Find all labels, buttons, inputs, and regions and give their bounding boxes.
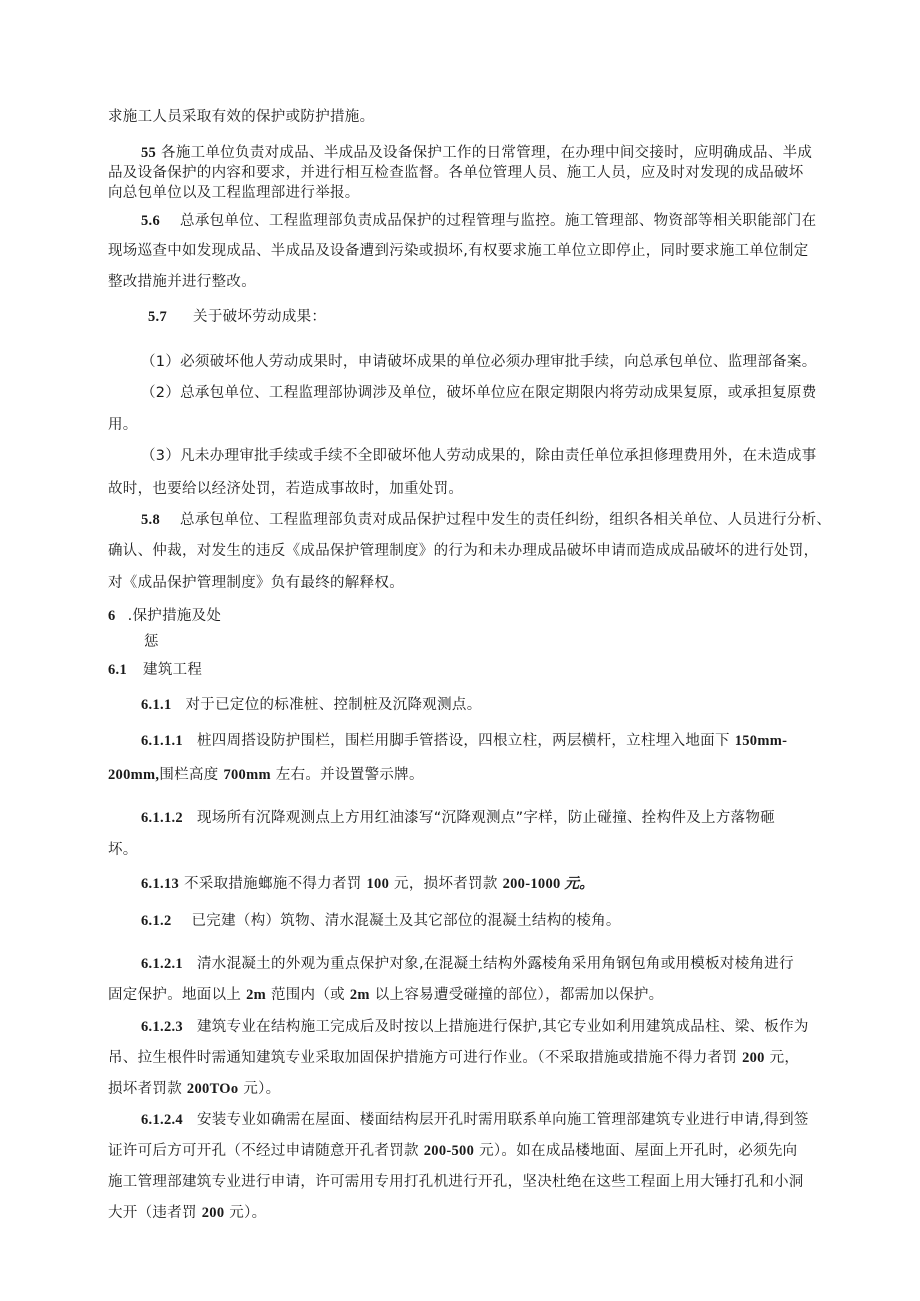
text: 整改措施并进行整改。 (108, 274, 256, 290)
text: 求施工人员采取有效的保护或防护措施。 (108, 109, 375, 125)
text: 元。 (560, 876, 595, 892)
text: 安装专业如确需在屋面、楼面结构层开孔时需用联系单向施工管理部建筑专业进行申请,得到签 (196, 1112, 809, 1128)
text: 确认、仲裁，对发生的违反《成品保护管理制度》的行为和未办理成品破坏申请而造成成品破坏的进行处罚， (108, 543, 819, 559)
list-item-1 (141, 352, 817, 372)
paragraph-5-6 (141, 211, 816, 231)
text: 坏。 (108, 842, 138, 858)
amount: 200 (742, 1050, 765, 1066)
measurement: 2m (349, 987, 370, 1003)
measurement: 200mm, (108, 767, 160, 783)
measurement: 150mm- (734, 733, 788, 749)
text: 总承包单位、工程监理部负责成品保护的过程管理与监控。施工管理部、物资部等相关职能部门在 (180, 213, 817, 229)
paragraph-6-1-2-3 (141, 1017, 809, 1037)
text: 总承包单位、工程监理部负责对成品保护过程中发生的责任纠纷，组织各相关单位、人员进行分析、 (180, 512, 832, 528)
text-line (108, 1203, 266, 1223)
text: 大开（违者罚 (108, 1205, 202, 1221)
text: 范围内（或 (266, 987, 350, 1003)
text: 左右。并设置警示牌。 (270, 767, 424, 783)
amount: 200TOo (186, 1081, 239, 1097)
section-number: 6 (108, 608, 116, 624)
heading-text: 建筑工程 (143, 662, 203, 678)
text-line (108, 1172, 804, 1192)
text: 损坏者罚款 (108, 1081, 187, 1097)
heading-text: .保护措施及处 (127, 608, 222, 624)
paragraph-6-1-1-1 (141, 731, 787, 751)
paragraph-5-5 (141, 143, 812, 163)
text: 建筑专业在结构施工完成后及时按以上措施进行保护,其它专业如利用建筑成品柱、梁、板作为 (196, 1019, 809, 1035)
text-line (108, 415, 138, 435)
section-number: 6.1.1.2 (141, 810, 183, 826)
section-number: 5.6 (141, 213, 161, 229)
paragraph-6-1-1-2 (141, 808, 775, 828)
paragraph-5-8 (141, 510, 831, 530)
section-number: 6.1.13 (141, 876, 180, 892)
text-line (108, 1079, 280, 1099)
text-line (108, 272, 256, 292)
text: 吊、拉生根件时需通知建筑专业采取加固保护措施方可进行作业。（不采取措施或措施不得力者罚 (108, 1050, 743, 1066)
text: 关于破坏劳动成果： (193, 309, 327, 325)
paragraph-6-1-2 (141, 911, 621, 931)
paragraph-6-1-2-1 (141, 954, 794, 974)
text-line (108, 479, 463, 499)
text: 现场巡查中如发现成品、半成品及设备遭到污染或损坏,有权要求施工单位立即停止，同时要求施工单位制定 (108, 243, 809, 259)
measurement: 700mm (223, 767, 271, 783)
text-line (108, 765, 424, 785)
paragraph-6-1-1 (141, 695, 482, 715)
text-line (108, 163, 804, 183)
text: 品及设备保护的内容和要求，并进行相互检查监督。各单位管理人员、施工人员，应及时对发现的成品破坏 (108, 165, 804, 181)
section-number: 5.7 (148, 309, 168, 325)
section-number: 5.8 (141, 512, 161, 528)
section-number: 6.1 (108, 662, 128, 678)
text: 固定保护。地面以上 (108, 987, 247, 1003)
text: 围栏高度 (159, 767, 224, 783)
text: 施工管理部建筑专业进行申请，许可需用专用打孔机进行开孔，坚决杜绝在这些工程面上用大锤打孔和小洞 (108, 1174, 804, 1190)
text: 元）。如在成品楼地面、屋面上开孔时，必须先向 (474, 1143, 798, 1159)
text-line (108, 241, 809, 261)
text: 证许可后方可开孔（不经过申请随意开孔者罚款 (108, 1143, 424, 1159)
text-line (108, 985, 663, 1005)
text-line (108, 840, 138, 860)
section-number: 6.1.2.4 (141, 1112, 183, 1128)
heading-text: 惩 (144, 634, 159, 650)
amount: 200-500 (423, 1143, 475, 1159)
measurement: 2m (246, 987, 267, 1003)
text: （1）必须破坏他人劳动成果时，申请破坏成果的单位必须办理审批手续，向总承包单位、监理部备案。 (141, 354, 817, 370)
text-line (108, 183, 360, 203)
text: 元）。 (224, 1205, 267, 1221)
heading-6-continued (144, 632, 159, 652)
paragraph-6-1-2-4 (141, 1110, 809, 1130)
amount: 200-1000 (502, 876, 561, 892)
text: 对《成品保护管理制度》负有最终的解释权。 (108, 575, 404, 591)
heading-6-1 (108, 660, 202, 680)
amount: 200 (201, 1205, 225, 1221)
section-number: 55 (141, 145, 157, 161)
text-line (108, 107, 374, 127)
amount: 100 (366, 876, 390, 892)
section-number: 6.1.2.1 (141, 956, 183, 972)
list-item-3 (141, 446, 817, 466)
text-line (108, 541, 818, 561)
text: 各施工单位负责对成品、半成品及设备保护工作的日常管理，在办理中间交接时，应明确成品、半成 (161, 145, 813, 161)
text: 现场所有沉降观测点上方用红油漆写“沉降观测点”字样，防止碰撞、拴构件及上方落物砸 (196, 810, 776, 826)
text: 不采取措施螂施不得力者罚 (179, 876, 367, 892)
section-number: 6.1.1.1 (141, 733, 183, 749)
text: 元）。 (238, 1081, 281, 1097)
text-line (108, 1048, 799, 1068)
text-line (108, 1141, 797, 1161)
text: 用。 (108, 417, 138, 433)
paragraph-5-7 (148, 307, 326, 327)
text: 桩四周搭设防护围栏，围栏用脚手管搭设，四根立柱，两层横杆，立柱埋入地面下 (196, 733, 735, 749)
text: （3）凡未办理审批手续或手续不全即破坏他人劳动成果的，除由责任单位承担修理费用外，在未造成事 (141, 448, 817, 464)
text: 已完建（构）筑物、清水混凝土及其它部位的混凝土结构的棱角。 (191, 913, 621, 929)
section-number: 6.1.1 (141, 697, 172, 713)
text: 故时，也要给以经济处罚，若造成事故时，加重处罚。 (108, 481, 464, 497)
heading-6 (108, 606, 221, 626)
text: 向总包单位以及工程监理部进行举报。 (108, 185, 360, 201)
text: 对于已定位的标准桩、控制桩及沉降观测点。 (185, 697, 482, 713)
text: （2）总承包单位、工程监理部协调涉及单位，破坏单位应在限定期限内将劳动成果复原，或承担复原费 (141, 385, 817, 401)
text: 以上容易遭受碰撞的部位），都需加以保护。 (369, 987, 664, 1003)
text-line (108, 573, 404, 593)
text: 清水混凝土的外观为重点保护对象,在混凝土结构外露棱角采用角钢包角或用模板对棱角进行 (196, 956, 794, 972)
section-number: 6.1.2 (141, 913, 172, 929)
list-item-2 (141, 383, 817, 403)
paragraph-6-1-1-3 (141, 874, 594, 894)
section-number: 6.1.2.3 (141, 1019, 183, 1035)
text: 元，损坏者罚款 (389, 876, 503, 892)
text: 元， (764, 1050, 800, 1066)
